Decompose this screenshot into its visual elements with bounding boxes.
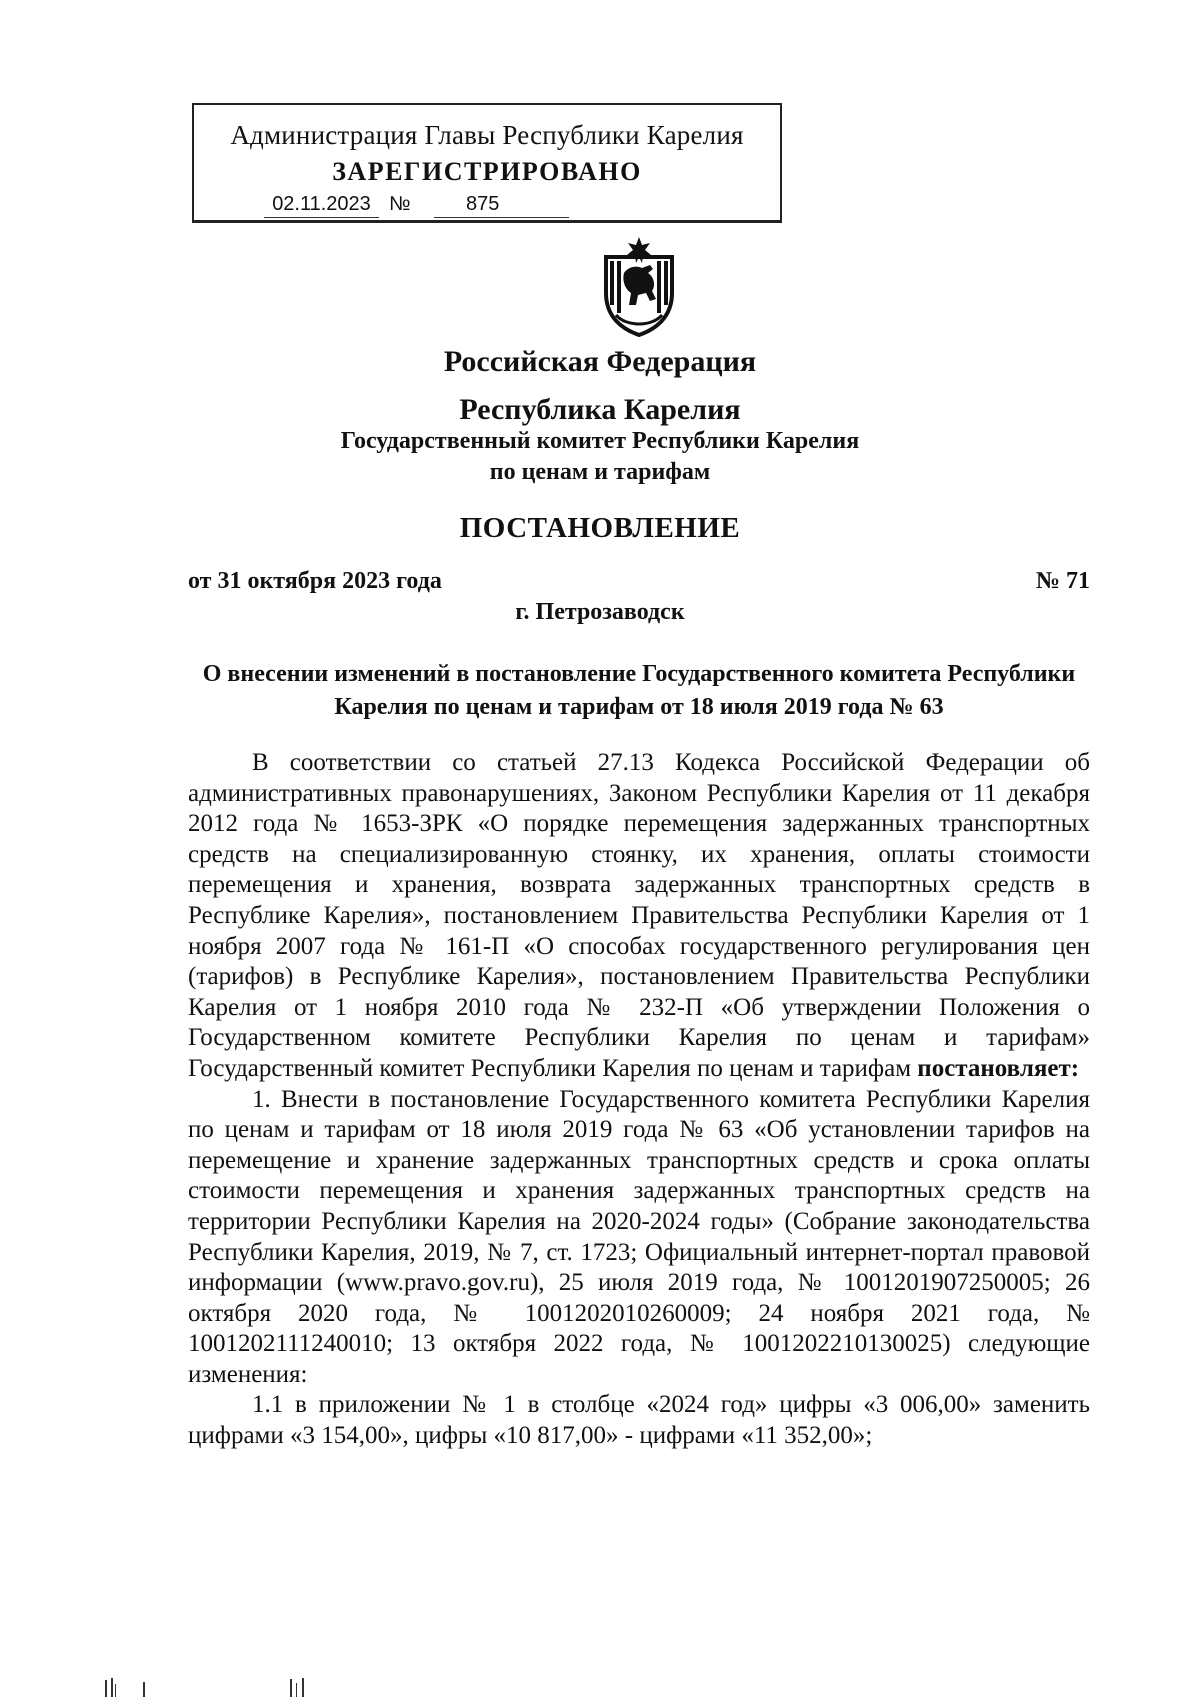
item-1-1-paragraph: 1.1 в приложении № 1 в столбце «2024 год» цифры «3 006,00» заменить цифрами «3 154,00», цифры «10 817,00» - цифрами «11 352,00»;: [188, 1391, 1090, 1450]
document-type: ПОСТАНОВЛЕНИЕ: [459, 512, 741, 544]
header-committee-line2: по ценам и тарифам: [489, 459, 711, 485]
stamp-number-label: №: [389, 193, 411, 215]
resolves-keyword: постановляет:: [917, 1054, 1080, 1082]
header-republic: Республика Карелия: [459, 393, 741, 426]
scan-artifact-marks: [105, 1676, 325, 1697]
stamp-date: 02.11.2023: [264, 193, 379, 218]
stamp-number: 875: [434, 193, 569, 218]
document-city: г. Петрозаводск: [515, 599, 685, 625]
stamp-organization: Администрация Главы Республики Карелия: [230, 120, 744, 150]
coat-of-arms-icon: [598, 235, 680, 337]
document-date: от 31 октября 2023 года: [188, 568, 442, 594]
preamble-text: В соответствии со статьей 27.13 Кодекса Российской Федерации об административных правонарушениях, Законом Республики Карелия от 11 декабря 2012 года № 1653-ЗРК «О порядке перемещения задержанных транспортных средств на специализированную стоянку, их хранения, оплаты стоимости перемещения и хранения, возврата задержанных транспортных средств в Республике Карелия», постановлением Правительства Республики Карелия от 1 ноября 2007 года № 161-П «О способах государственного регулирования цен (тарифов) в Республике Карелия», постановлением Правительства Республики Карелия от 1 ноября 2010 года № 232-П «Об утверждении Положения о Государственном комитете Республики Карелия по ценам и тарифам» Государственный комитет Республики Карелия по ценам и тарифам: [188, 749, 1090, 1082]
document-number: № 71: [1035, 568, 1090, 594]
preamble-paragraph: [188, 748, 1090, 1085]
stamp-status: ЗАРЕГИСТРИРОВАНО: [332, 157, 642, 186]
document-subject: О внесении изменений в постановление Государственного комитета Республики Карелия по ценам и тарифам от 18 июля 2019 года № 63: [202, 661, 1076, 720]
document-body: [188, 748, 1090, 1452]
header-country: Российская Федерация: [443, 345, 757, 378]
registration-stamp: [192, 103, 782, 223]
item-1-paragraph: 1. Внести в постановление Государственного комитета Республики Карелия по ценам и тарифам от 18 июля 2019 года № 63 «Об установлении тарифов на перемещение и хранение задержанных транспортных средств и срока оплаты стоимости перемещения и хранения задержанных транспортных средств на территории Республики Карелия на 2020-2024 годы» (Собрание законодательства Республики Карелия, 2019, № 7, ст. 1723; Официальный интернет-портал правовой информации (www.pravo.gov.ru), 25 июля 2019 года, № 1001201907250005; 26 октября 2020 года, № 1001202010260009; 24 ноября 2021 года, № 1001202111240010; 13 октября 2022 года, № 1001202210130025) следующие изменения:: [188, 1085, 1090, 1388]
header-committee-line1: Государственный комитет Республики Карелия: [340, 428, 860, 454]
